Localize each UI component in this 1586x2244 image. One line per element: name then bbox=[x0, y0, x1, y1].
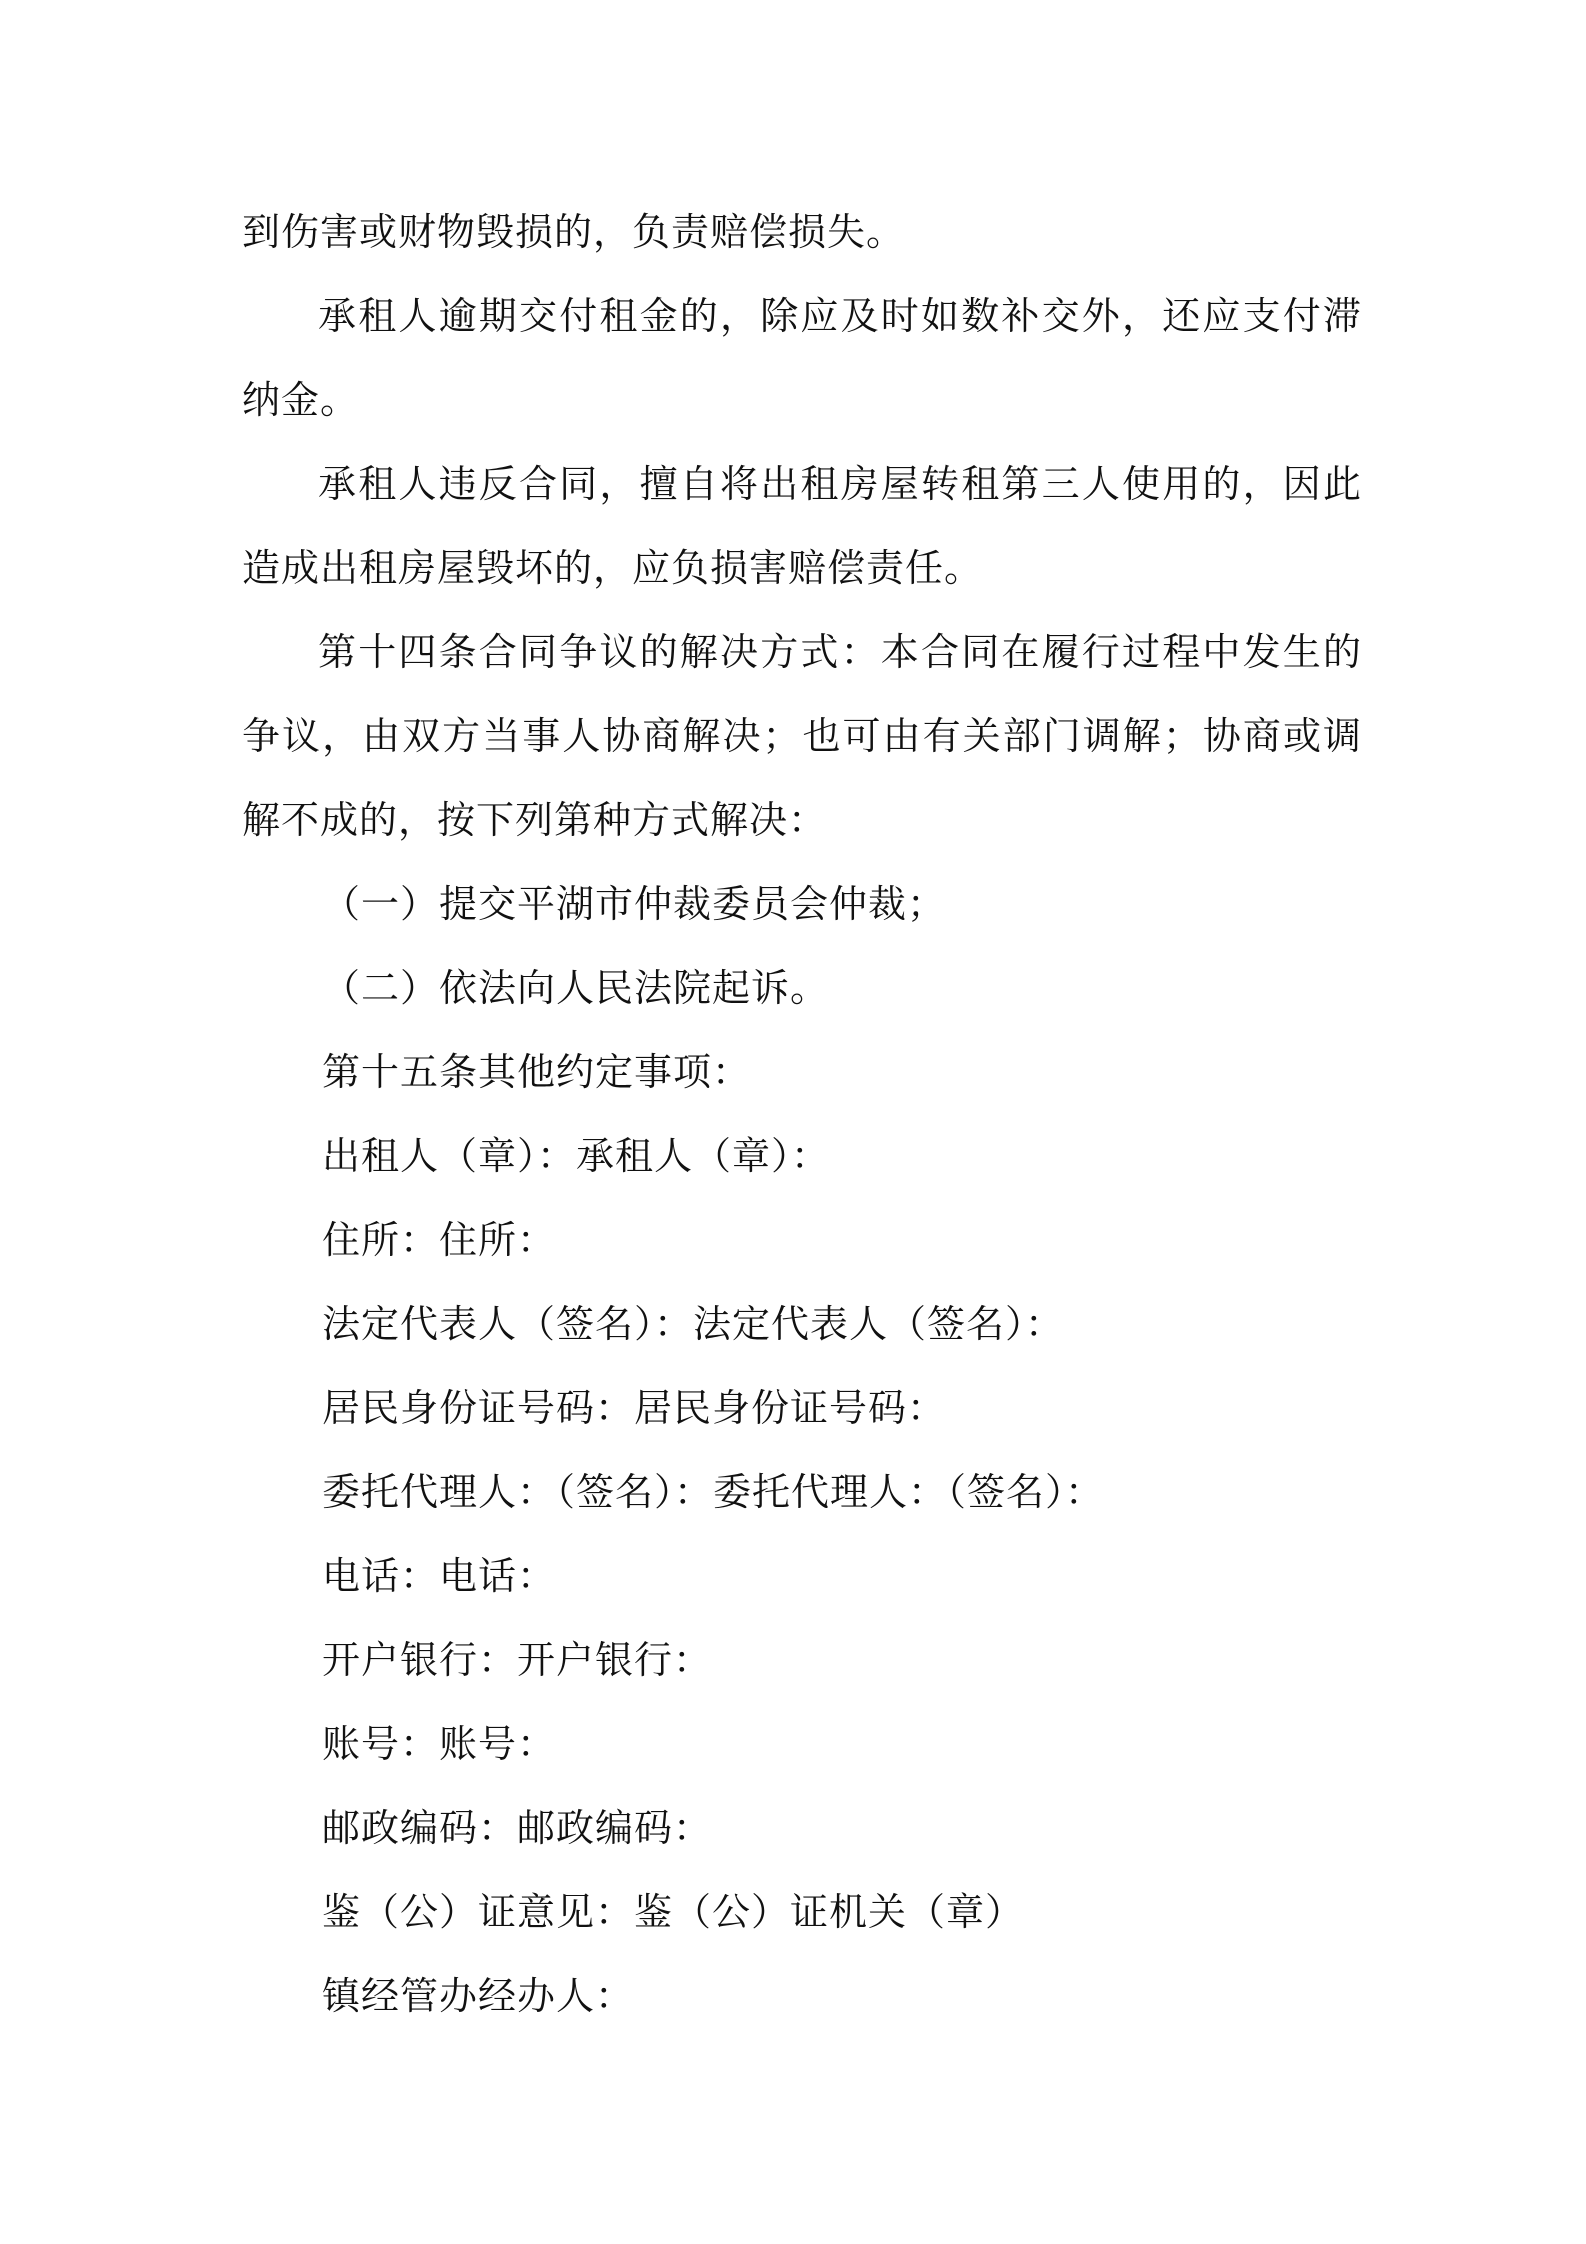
signature-line-legal-rep: 法定代表人（签名）：法定代表人（签名）： bbox=[322, 1302, 1065, 1346]
signature-line-address: 住所：住所： bbox=[322, 1218, 557, 1262]
signature-line-phone: 电话：电话： bbox=[322, 1554, 557, 1598]
paragraph-continuation: 到伤害或财物毁损的，负责赔偿损失。 bbox=[242, 210, 906, 254]
paragraph-article-14: 第十四条合同争议的解决方式：本合同在履行过程中发生的争议，由双方当事人协商解决；也可由有关部门调解；协商或调解不成的，按下列第种方式解决： bbox=[242, 630, 1362, 842]
option-court: （二）依法向人民法院起诉。 bbox=[322, 966, 830, 1010]
signature-line-id-number: 居民身份证号码：居民身份证号码： bbox=[322, 1386, 947, 1430]
paragraph-late-rent: 承租人逾期交付租金的，除应及时如数补交外，还应支付滞纳金。 bbox=[242, 294, 1362, 422]
paragraph-sublet-breach: 承租人违反合同，擅自将出租房屋转租第三人使用的，因此造成出租房屋毁坏的，应负损害赔偿责任。 bbox=[242, 462, 1362, 590]
signature-line-handler: 镇经管办经办人： bbox=[322, 1974, 635, 2018]
contract-text bbox=[242, 190, 1362, 2038]
signature-line-postcode: 邮政编码：邮政编码： bbox=[322, 1806, 713, 1850]
signature-line-account: 账号：账号： bbox=[322, 1722, 557, 1766]
signature-line-notary: 鉴（公）证意见：鉴（公）证机关（章） bbox=[322, 1890, 1025, 1934]
signature-line-bank: 开户银行：开户银行： bbox=[322, 1638, 713, 1682]
signature-line-parties: 出租人（章）：承租人（章）： bbox=[322, 1134, 831, 1178]
option-arbitration: （一）提交平湖市仲裁委员会仲裁； bbox=[322, 882, 947, 926]
signature-line-agent: 委托代理人：（签名）：委托代理人：（签名）： bbox=[322, 1470, 1105, 1514]
article-15-heading: 第十五条其他约定事项： bbox=[322, 1050, 752, 1094]
